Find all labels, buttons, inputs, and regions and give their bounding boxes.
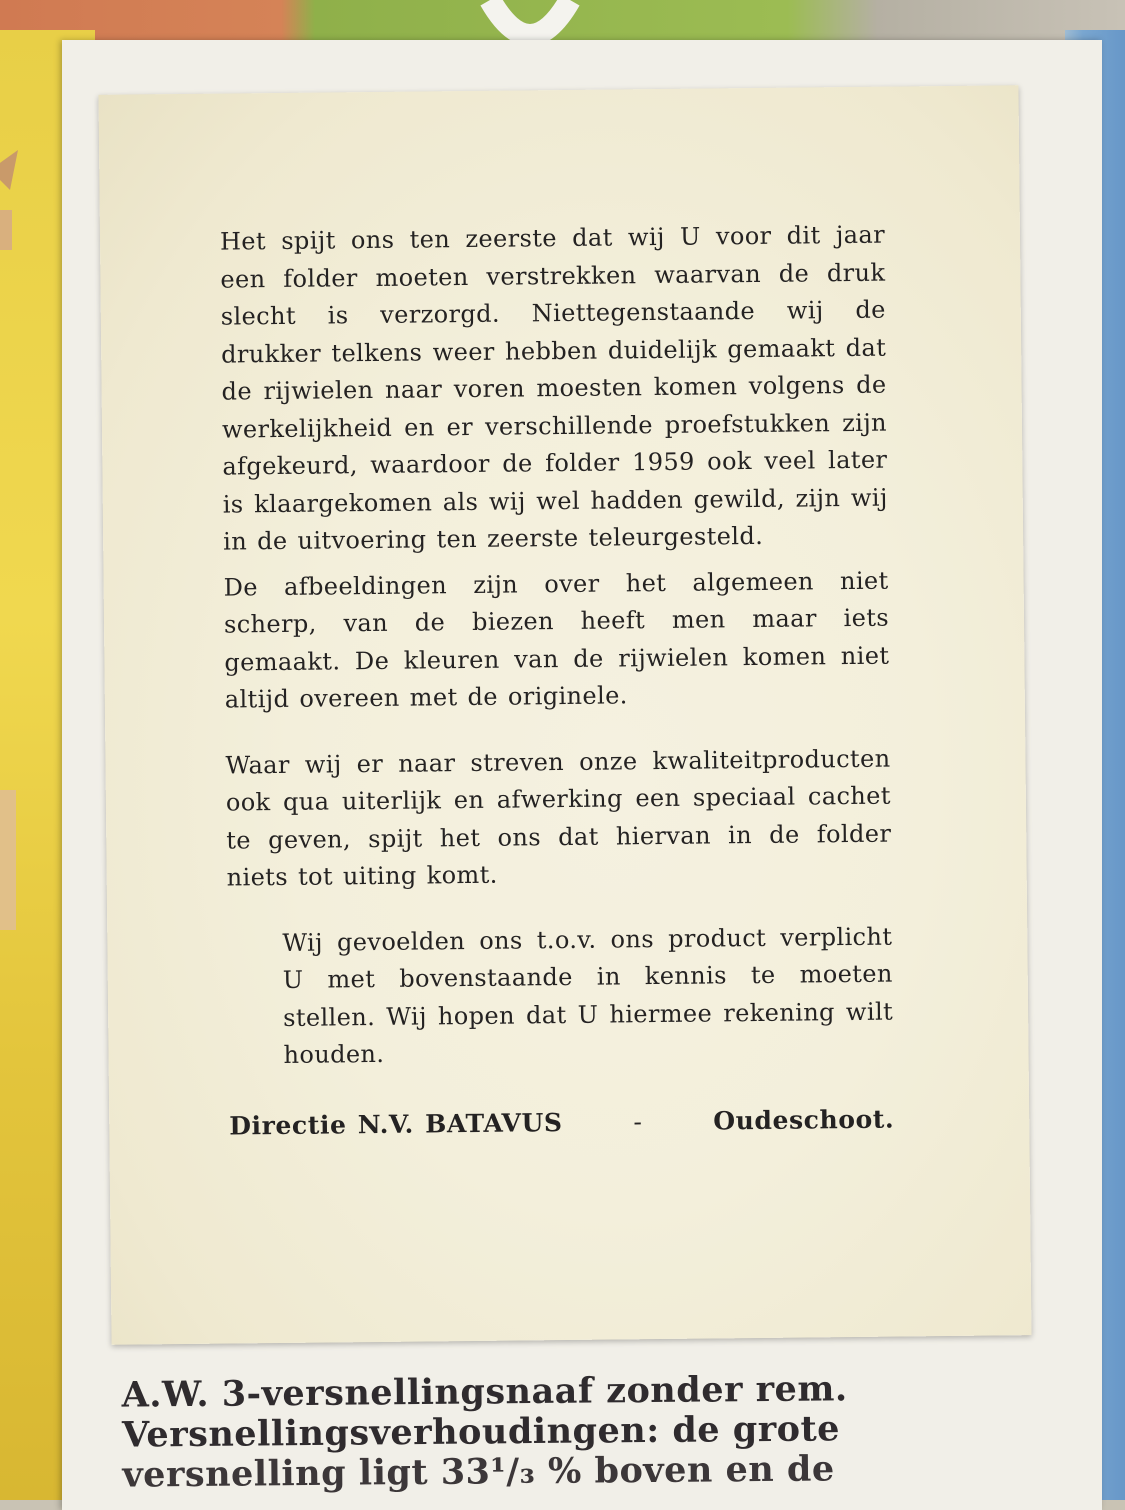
note-paragraph: Wij gevoelden ons t.o.v. ons product verplicht U met bovenstaande in kennis te moeten stellen. Wij hopen dat U hiermee rekening wilt houden. [282,922,894,1069]
brochure-line: A.W. 3-versnellingsnaaf zonder rem. [121,1368,848,1416]
brochure-line: versnelling ligt 33¹/₃ % boven en de [122,1448,835,1496]
signature-line [229,1100,894,1144]
signature-place: Oudeschoot. [713,1104,895,1135]
note-paragraph: Het spijt ons ten zeerste dat wij U voor dit jaar een folder moeten verstrekken waarvan de druk slecht is verzorgd. Niettegenstaande wij de drukker telkens weer hebben duidelijk gemaakt dat de rijwielen naar voren moesten komen volgens de werkelijkheid en er verschillende proefstukken zijn afgekeurd, waardoor de folder 1959 ook veel later is klaargekomen als wij wel hadden gewild, zijn wij in de uitvoering ten zeerste teleurgesteld. [219,220,888,556]
apology-note [98,85,1031,1345]
note-paragraph: Waar wij er naar streven onze kwaliteitproducten ook qua uiterlijk en afwerking een speciaal cachet te geven, spijt het ons dat hiervan in de folder niets tot uiting komt. [225,744,892,892]
note-body [220,217,895,1145]
note-paragraph: De afbeeldingen zijn over het algemeen niet scherp, van de biezen heeft men maar iets gemaakt. De kleuren van de rijwielen komen niet altijd overeen met de originele. [223,566,890,714]
brochure-line: Versnellingsverhoudingen: de grote [121,1408,841,1456]
signature-dash: - [633,1106,643,1136]
pencil-icon [0,150,30,930]
signature-company: Directie N.V. BATAVUS [229,1107,563,1141]
brochure-heading [121,1368,952,1495]
